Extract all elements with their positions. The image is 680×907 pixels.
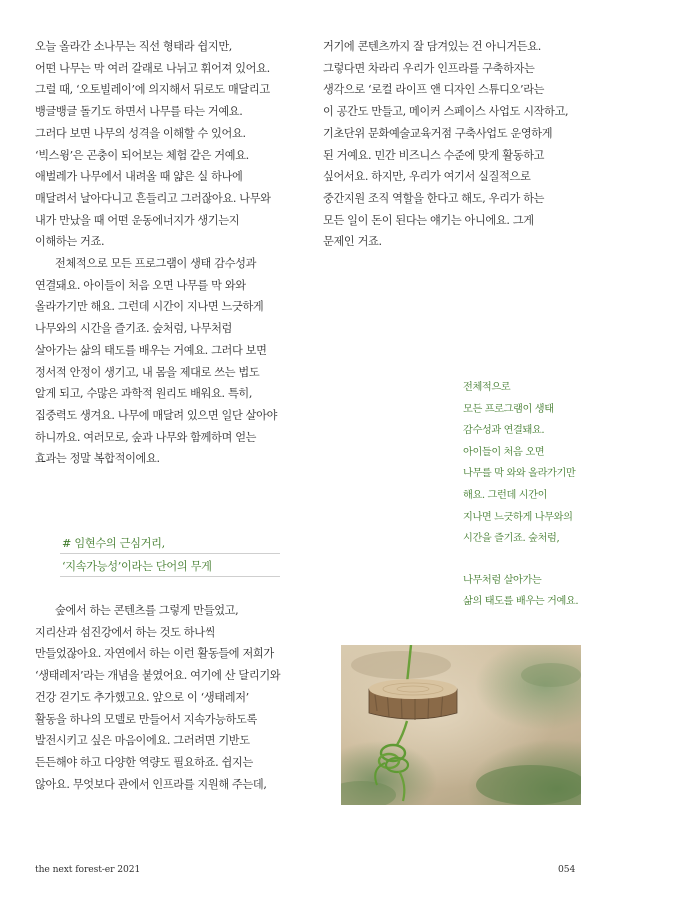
pull-quote-line: 전체적으로 xyxy=(463,382,511,393)
body-text-line: 이해하는 거죠. xyxy=(35,235,105,249)
section-heading-line-1: # 임현수의 근심거리, xyxy=(60,535,280,554)
body-text-line: 그럴 때, ‘오토빌레이’에 의지해서 뒤로도 매달리고 xyxy=(35,83,270,97)
body-text-line: 문제인 거죠. xyxy=(323,235,382,249)
pull-quote-line: 나무처럼 살아가는 xyxy=(463,574,542,586)
body-text-line: ‘생태레저’라는 개념을 붙였어요. 여기에 산 달리기와 xyxy=(35,669,281,683)
body-text-line: 살아가는 삶의 태도를 배우는 거예요. 그러다 보면 xyxy=(35,343,267,357)
body-text-line: 든든해야 하고 다양한 역량도 필요하죠. 쉽지는 xyxy=(35,755,253,769)
pull-quote-part-1 xyxy=(463,377,578,550)
pull-quote-line: 해요. 그런데 시간이 xyxy=(463,489,548,501)
body-text-line: 알게 되고, 수많은 과학적 원리도 배워요. 특히, xyxy=(35,387,253,401)
body-text-line: 어떤 나무는 막 여러 갈래로 나뉘고 휘어져 있어요. xyxy=(35,61,270,75)
body-text-line: 거기에 콘텐츠까지 잘 담겨있는 건 아니거든요. xyxy=(323,40,541,53)
photo-wooden-swing xyxy=(341,645,581,805)
body-text-line: 연결돼요. 아이들이 처음 오면 나무를 막 와와 xyxy=(35,278,246,292)
body-column-right xyxy=(323,36,568,253)
body-text-line: 애벌레가 나무에서 내려올 때 얇은 실 하나에 xyxy=(35,170,243,184)
pull-quote-line: 모든 프로그램이 생태 xyxy=(463,403,554,415)
body-text-line: 그러다 보면 나무의 성격을 이해할 수 있어요. xyxy=(35,126,246,140)
body-text-line: ‘빅스윙’은 곤충이 되어보는 체험 같은 거예요. xyxy=(35,148,249,162)
body-column-left-bottom xyxy=(35,600,280,795)
pull-quote-line: 감수성과 연결돼요. xyxy=(463,425,545,437)
body-text-line: 건강 걷기도 추가했고요. 앞으로 이 ‘생태레저’ xyxy=(35,690,249,704)
body-text-line: 중간지원 조직 역할을 한다고 해도, 우리가 하는 xyxy=(323,191,545,205)
body-text-line: 지리산과 섬진강에서 하는 것도 하나씩 xyxy=(35,625,216,639)
body-text-line: 숲에서 하는 콘텐츠를 그렇게 만들었고, xyxy=(55,604,239,617)
body-text-line: 전체적으로 모든 프로그램이 생태 감수성과 xyxy=(55,257,257,271)
body-text-line: 올라가기만 해요. 그런데 시간이 지나면 느긋하게 xyxy=(35,300,264,314)
pull-quote-line: 지나면 느긋하게 나무와의 xyxy=(463,511,573,523)
section-heading xyxy=(60,535,280,581)
body-text-line: 내가 만났을 때 어떤 운동에너지가 생기는지 xyxy=(35,213,240,227)
body-text-line: 이 공간도 만들고, 메이커 스페이스 사업도 시작하고, xyxy=(323,105,569,119)
body-text-line: 오늘 올라간 소나무는 직선 형태라 쉽지만, xyxy=(35,40,233,53)
body-text-line: 발전시키고 싶은 마음이에요. 그러려면 기반도 xyxy=(35,734,250,748)
body-column-left-top xyxy=(35,36,277,470)
body-text-line: 기초단위 문화예술교육거점 구축사업도 운영하게 xyxy=(323,126,553,140)
body-text-line: 모든 일이 돈이 된다는 얘기는 아니에요. 그게 xyxy=(323,213,534,227)
body-text-line: 집중력도 생겨요. 나무에 매달려 있으면 일단 살아야 xyxy=(35,408,278,422)
footer-publication-title: the next forest-er 2021 xyxy=(35,864,141,875)
section-heading-line-2: ‘지속가능성’이라는 단어의 무게 xyxy=(60,558,280,577)
pull-quote xyxy=(463,377,578,613)
body-text-line: 뱅글뱅글 돌기도 하면서 나무를 타는 거예요. xyxy=(35,105,243,119)
body-text-line: 정서적 안정이 생기고, 내 몸을 제대로 쓰는 법도 xyxy=(35,365,260,379)
body-text-line: 만들었잖아요. 자연에서 하는 이런 활동들에 저희가 xyxy=(35,647,274,661)
body-text-line: 하니까요. 여러모로, 숲과 나무와 함께하며 얻는 xyxy=(35,430,257,444)
body-text-line: 된 거예요. 민간 비즈니스 수준에 맞게 활동하고 xyxy=(323,148,545,162)
body-text-line: 그렇다면 차라리 우리가 인프라를 구축하자는 xyxy=(323,61,535,75)
body-text-line: 나무와의 시간을 즐기죠. 숲처럼, 나무처럼 xyxy=(35,322,233,336)
body-text-line: 활동을 하나의 모델로 만들어서 지속가능하도록 xyxy=(35,712,257,726)
body-text-line: 매달려서 날아다니고 흔들리고 그러잖아요. 나무와 xyxy=(35,191,271,205)
pull-quote-part-2 xyxy=(463,570,578,613)
pull-quote-line: 삶의 태도를 배우는 거예요. xyxy=(463,596,579,608)
pull-quote-line: 시간을 즐기죠. 숲처럼, xyxy=(463,533,560,545)
body-text-line: 효과는 정말 복합적이에요. xyxy=(35,452,160,466)
footer-page-number: 054 xyxy=(558,864,576,875)
body-text-line: 생각으로 ‘로컬 라이프 앤 디자인 스튜디오’라는 xyxy=(323,83,545,97)
body-text-line: 싶어서요. 하지만, 우리가 여기서 실질적으로 xyxy=(323,170,531,184)
pull-quote-line: 나무를 막 와와 올라가기만 xyxy=(463,468,576,480)
body-text-line: 않아요. 무엇보다 관에서 인프라를 지원해 주는데, xyxy=(35,777,267,791)
pull-quote-line: 아이들이 처음 오면 xyxy=(463,446,545,458)
swing-illustration xyxy=(341,645,581,805)
